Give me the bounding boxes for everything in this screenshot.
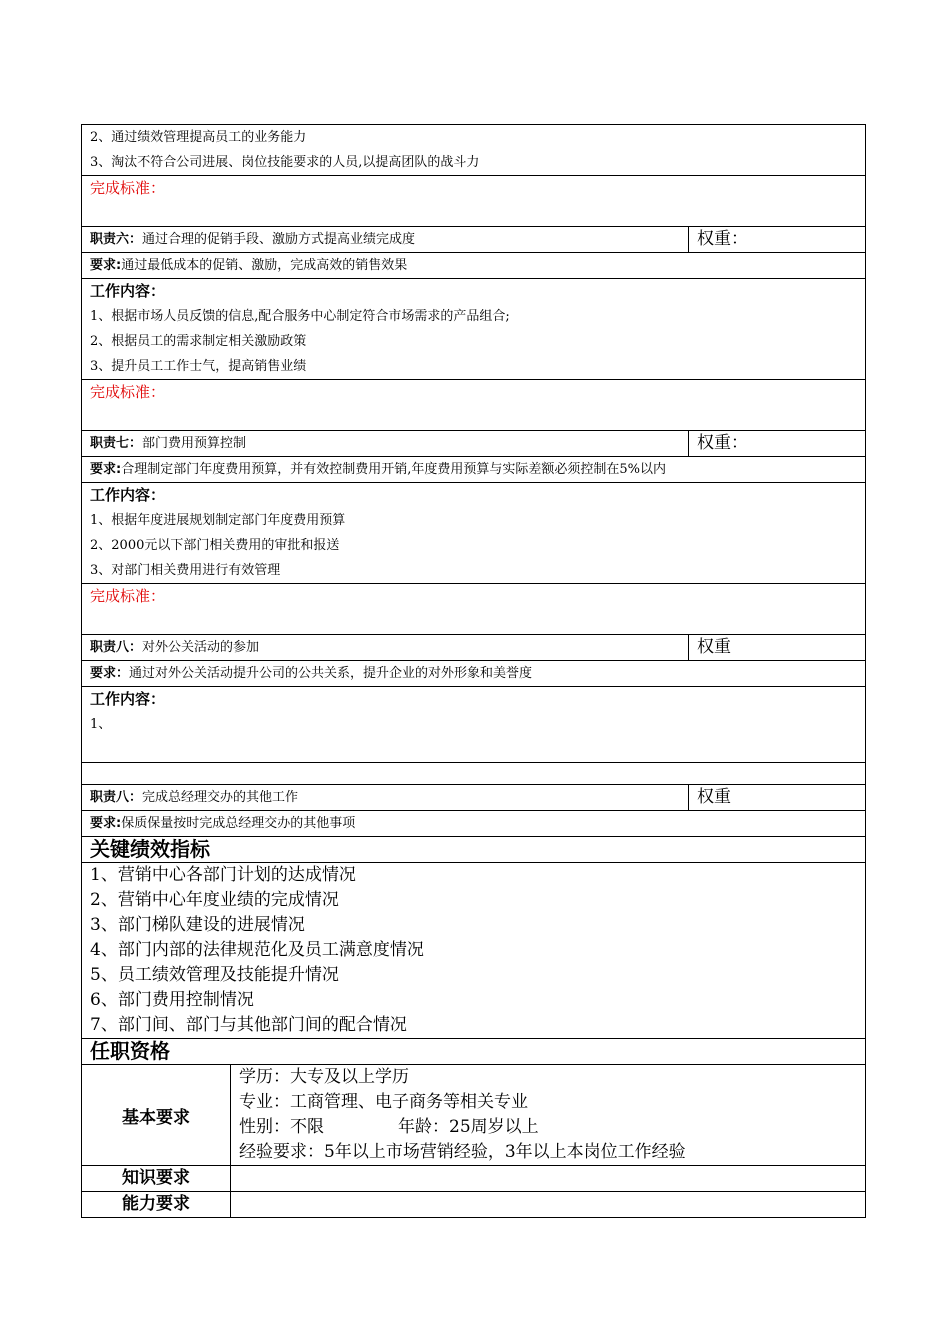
duty7-label: 职责七： — [90, 436, 143, 451]
duty6-content-label: 工作内容： — [90, 282, 166, 300]
duty8b-header-row — [82, 785, 866, 811]
duty8a-text: 对外公关活动的参加 — [142, 640, 260, 655]
duty6-text: 通过合理的促销手段、激励方式提高业绩完成度 — [142, 232, 416, 247]
kpi-item: 7、部门间、部门与其他部门间的配合情况 — [90, 1015, 407, 1035]
duty8a-content-label: 工作内容： — [90, 690, 166, 708]
age-requirement: 年龄：25周岁以上 — [398, 1117, 539, 1137]
kpi-item: 1、营销中心各部门计划的达成情况 — [90, 865, 356, 885]
knowledge-requirement-label: 知识要求 — [82, 1166, 231, 1192]
duty6-req-text: 通过最低成本的促销、激励，完成高效的销售效果 — [121, 258, 408, 273]
duty7-content-row — [82, 483, 866, 584]
duty7-content-label: 工作内容： — [90, 486, 166, 504]
duty8b-requirement-row — [82, 811, 866, 837]
kpi-item: 2、营销中心年度业绩的完成情况 — [90, 890, 339, 910]
gender-requirement: 性别：不限 — [239, 1117, 324, 1137]
experience-requirement: 经验要求：5年以上市场营销经验，3年以上本岗位工作经验 — [239, 1142, 686, 1162]
kpi-item: 3、部门梯队建设的进展情况 — [90, 915, 305, 935]
duty5-standard-row — [82, 176, 866, 227]
duty6-standard-row — [82, 380, 866, 431]
gender-age-requirement — [239, 1115, 857, 1140]
duty5-item-2: 2、通过绩效管理提高员工的业务能力 — [90, 130, 307, 145]
duty6-requirement-row — [82, 253, 866, 279]
duty6-req-label: 要求: — [90, 258, 122, 273]
education-requirement: 学历：大专及以上学历 — [239, 1067, 409, 1087]
duty8b-text: 完成总经理交办的其他工作 — [142, 790, 299, 805]
duty7-item: 2、2000元以下部门相关费用的审批和报送 — [90, 538, 340, 553]
duty5-item-3: 3、淘汰不符合公司进展、岗位技能要求的人员,以提高团队的战斗力 — [90, 155, 480, 170]
duty8b-label: 职责八： — [90, 790, 143, 805]
duty6-item: 2、根据员工的需求制定相关激励政策 — [90, 334, 307, 349]
qualification-title-row — [82, 1039, 866, 1065]
qualification-title: 任职资格 — [90, 1039, 170, 1063]
kpi-title-row — [82, 837, 866, 863]
duty8a-label: 职责八： — [90, 640, 143, 655]
duty7-standard-label: 完成标准： — [90, 587, 166, 605]
duty8b-req-label: 要求: — [90, 816, 122, 831]
ability-requirement-row — [82, 1192, 866, 1218]
duty7-req-label: 要求: — [90, 462, 122, 477]
duty7-item: 1、根据年度进展规划制定部门年度费用预算 — [90, 513, 346, 528]
duty8a-req-text: 通过对外公关活动提升公司的公共关系，提升企业的对外形象和美誉度 — [129, 666, 533, 681]
duty8a-item: 1、 — [90, 717, 112, 732]
duty5-standard-label: 完成标准： — [90, 179, 166, 197]
kpi-title: 关键绩效指标 — [90, 837, 210, 861]
job-description-table-area — [81, 124, 865, 1218]
duty8a-content-row — [82, 687, 866, 763]
basic-requirement-row — [82, 1065, 866, 1166]
duty6-item: 3、提升员工工作士气，提高销售业绩 — [90, 359, 307, 374]
duty6-standard-label: 完成标准： — [90, 383, 166, 401]
duty6-content-row — [82, 279, 866, 380]
duty8a-req-label: 要求： — [90, 666, 130, 681]
duty6-item: 1、根据市场人员反馈的信息,配合服务中心制定符合市场需求的产品组合; — [90, 309, 510, 324]
duty5-content-row — [82, 125, 866, 176]
basic-requirement-label: 基本要求 — [82, 1065, 231, 1166]
spacer-row — [82, 763, 866, 785]
duty7-standard-row — [82, 584, 866, 635]
major-requirement: 专业：工商管理、电子商务等相关专业 — [239, 1092, 528, 1112]
duty8b-weight: 权重 — [697, 787, 731, 807]
duty8a-weight: 权重 — [697, 637, 731, 657]
duty7-req-text: 合理制定部门年度费用预算，并有效控制费用开销,年度费用预算与实际差额必须控制在5%以内 — [121, 462, 666, 477]
duty7-weight: 权重： — [697, 433, 748, 453]
duty8a-header-row — [82, 635, 866, 661]
knowledge-requirement-value — [231, 1166, 866, 1192]
duty8a-requirement-row — [82, 661, 866, 687]
duty7-requirement-row — [82, 457, 866, 483]
kpi-list-row — [82, 863, 866, 1039]
duty7-text: 部门费用预算控制 — [142, 436, 247, 451]
knowledge-requirement-row — [82, 1166, 866, 1192]
kpi-item: 4、部门内部的法律规范化及员工满意度情况 — [90, 940, 424, 960]
duty7-header-row — [82, 431, 866, 457]
duty6-header-row — [82, 227, 866, 253]
duty6-weight: 权重： — [697, 229, 748, 249]
duty8b-req-text: 保质保量按时完成总经理交办的其他事项 — [121, 816, 356, 831]
ability-requirement-label: 能力要求 — [82, 1192, 231, 1218]
duty7-item: 3、对部门相关费用进行有效管理 — [90, 563, 281, 578]
kpi-item: 5、员工绩效管理及技能提升情况 — [90, 965, 339, 985]
duty6-label: 职责六： — [90, 232, 143, 247]
job-description-table — [81, 124, 866, 1218]
kpi-item: 6、部门费用控制情况 — [90, 990, 254, 1010]
ability-requirement-value — [231, 1192, 866, 1218]
